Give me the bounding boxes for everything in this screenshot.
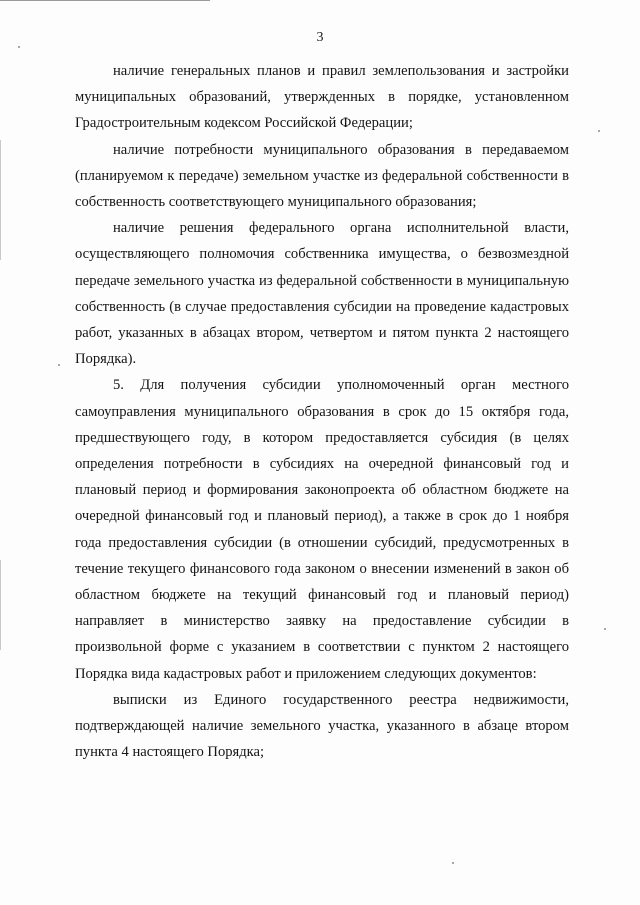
scan-artifact-dot (18, 46, 20, 48)
scan-artifact-line (0, 0, 210, 1)
scan-artifact-edge (0, 140, 1, 260)
paragraph-municipal-need: наличие потребности муниципального образования в передаваемом (планируемом к передаче) земельном участке из федеральной собственности в собственность соответствующего муниципального образования; (75, 141, 569, 211)
paragraph-general-plans: наличие генеральных планов и правил землепользования и застройки муниципальных образований, утвержденных в порядке, установленном Градостроительным кодексом Российской Федерации; (75, 63, 569, 132)
scan-artifact-dot (58, 364, 60, 366)
scan-artifact-dot (598, 130, 600, 132)
paragraph-registry-extract: выписки из Единого государственного реестра недвижимости, подтверждающей наличие земельного участка, указанного в абзаце втором пункта 4 настоящего Порядка; (75, 691, 569, 761)
document-body (75, 58, 569, 765)
scan-artifact-dot (452, 862, 454, 864)
page-number: 3 (316, 30, 324, 45)
paragraph-subsidy-application: 5. Для получения субсидии уполномоченный орган местного самоуправления муниципального образования в срок до 15 октября года, предшествующего году, в котором предоставляется субсидия (в целях определения потребности в субсидиях на очередной финансовый год и плановый период и формирования законопроекта об областном бюджете на очередной финансовый год и плановый период), а также в срок до 1 ноября года предоставления субсидии (в отношении субсидий, предусмотренных в течение текущего финансового года законом о внесении изменений в закон об областном бюджете на текущий финансовый год и плановый период) направляет в министерство заявку на предоставление субсидии в произвольной форме с указанием в соответствии с пунктом 2 настоящего Порядка вида кадастровых работ и приложением следующих документов: (75, 377, 569, 682)
scan-artifact-edge (0, 560, 1, 650)
paragraph-federal-decision: наличие решения федерального органа исполнительной власти, осуществляющего полномочия собственника имущества, о безвозмездной передаче земельного участка из федеральной собственности в муниципальную собственность (в случае предоставления субсидии на проведение кадастровых работ, указанных в абзацах втором, четвертом и пятом пункта 2 настоящего Порядка). (75, 220, 569, 368)
scan-artifact-dot (604, 628, 606, 630)
